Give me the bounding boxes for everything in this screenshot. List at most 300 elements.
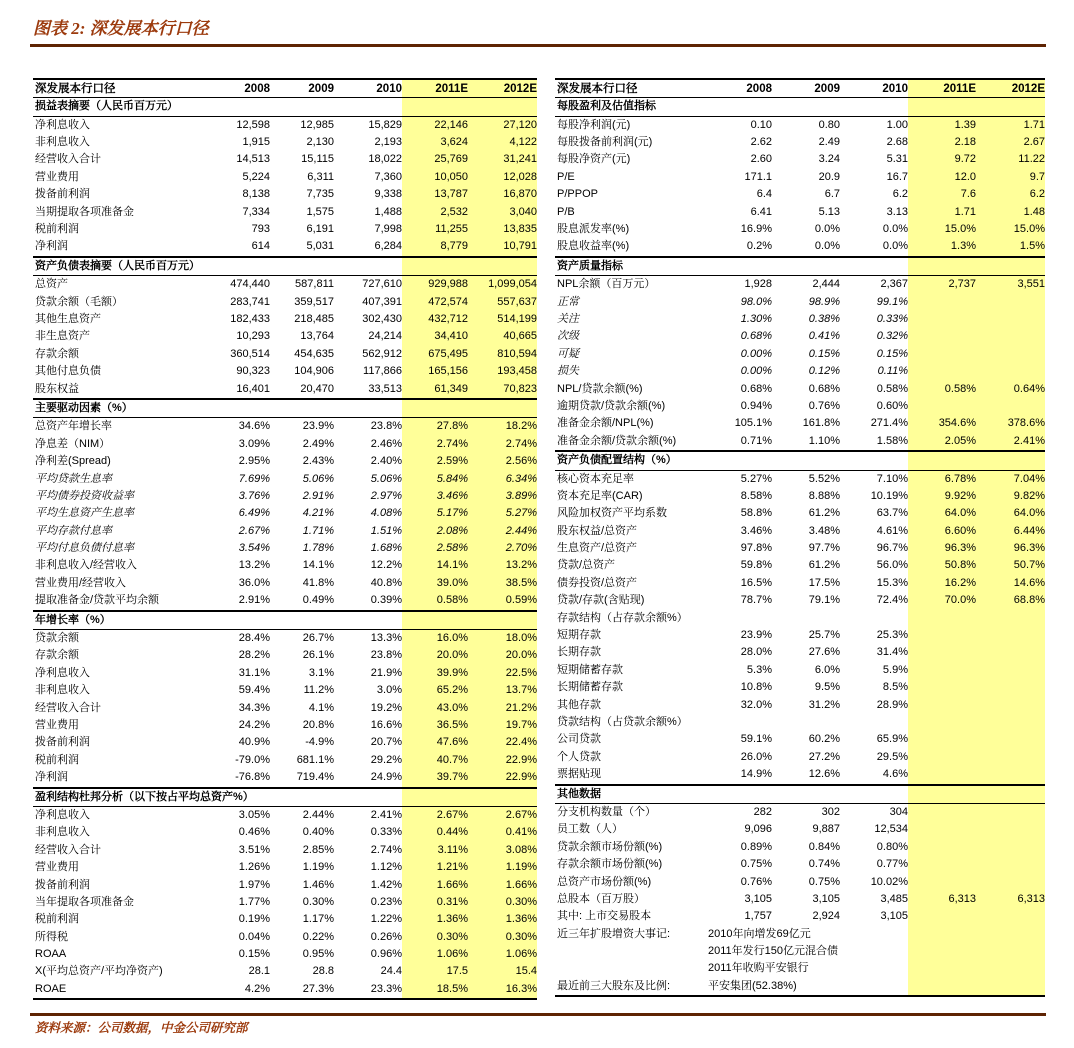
table-row	[33, 505, 537, 522]
row-label: 营业费用	[35, 861, 79, 874]
cell-value: 23.8%	[370, 649, 402, 662]
header-label: 深发展本行口径	[555, 79, 706, 98]
cell-value: 15,829	[368, 118, 402, 131]
cell-value: 16,401	[236, 382, 270, 395]
cell-value: 6,191	[306, 223, 334, 236]
cell-value	[468, 98, 537, 116]
table-row	[33, 877, 537, 894]
cell-value: 15.0%	[908, 221, 976, 238]
table-row	[33, 346, 537, 363]
cell-value: 22.9%	[468, 752, 537, 769]
cell-value	[976, 731, 1045, 748]
cell-value: 0.0%	[882, 240, 908, 253]
cell-value: 5.9%	[882, 663, 908, 676]
table-row	[555, 804, 1045, 822]
row-label: 净息差（NIM）	[35, 437, 111, 450]
cell-value: 2.44%	[468, 523, 537, 540]
cell-value: 12.2%	[370, 559, 402, 572]
header-year: 2008	[706, 79, 772, 98]
table-row	[555, 662, 1045, 679]
cell-value	[468, 611, 537, 630]
row-label: 净利润	[35, 771, 68, 784]
cell-value: 2.95%	[238, 455, 270, 468]
table-row	[555, 523, 1045, 540]
cell-value: 14,513	[236, 153, 270, 166]
cell-value: 6.78%	[908, 470, 976, 488]
row-label: 其他生息资产	[35, 313, 101, 325]
table-row	[33, 946, 537, 963]
row-label: 非利息收入	[35, 826, 90, 839]
table-row	[33, 575, 537, 592]
title-divider-line	[30, 44, 1046, 47]
cell-value: 31.4%	[876, 646, 908, 659]
row-label: 拨备前利润	[35, 188, 90, 201]
cell-value	[908, 610, 976, 627]
cell-value: 0.00%	[740, 365, 772, 378]
cell-value	[976, 311, 1045, 328]
cell-value: 0.49%	[302, 594, 334, 607]
cell-value: 2.74%	[370, 843, 402, 856]
table-row	[555, 294, 1045, 311]
cell-value: 407,391	[362, 295, 402, 308]
cell-value: 96.3%	[976, 540, 1045, 557]
cell-value: 27.8%	[402, 418, 468, 436]
row-label: ROAA	[35, 948, 67, 961]
row-label: 拨备前利润	[35, 878, 90, 891]
row-label: 平均付息负债付息率	[35, 542, 134, 555]
cell-value	[976, 346, 1045, 363]
table-row	[33, 648, 537, 665]
row-label: 公司贷款	[557, 733, 601, 746]
cell-value	[468, 257, 537, 276]
cell-value: 65.2%	[402, 682, 468, 699]
cell-value: 2.60	[750, 153, 772, 166]
cell-value: 6.4	[756, 188, 772, 201]
row-label: 提取准备金/贷款平均余额	[35, 594, 160, 607]
cell-value: 5.06%	[370, 472, 402, 485]
cell-value: 2.49%	[302, 437, 334, 450]
row-label: 当期提取各项准备金	[35, 205, 134, 218]
cell-value	[908, 679, 976, 696]
cell-value: 7,735	[306, 188, 334, 201]
cell-value	[908, 627, 976, 644]
cell-value: 0.11%	[877, 365, 908, 378]
section-header-row	[555, 257, 1045, 276]
row-label: 总资产年增长率	[35, 420, 112, 433]
cell-value: 614	[251, 240, 270, 253]
cell-value: 0.32%	[876, 330, 908, 343]
cell-value	[908, 978, 976, 996]
cell-value: 6.2	[976, 186, 1045, 203]
cell-value: 4.2%	[244, 982, 270, 995]
table-row	[33, 453, 537, 470]
section-header-row	[33, 98, 537, 116]
cell-value: 0.80%	[876, 840, 908, 853]
cell-value: 0.80	[818, 118, 840, 131]
cell-value: 16.2%	[908, 575, 976, 592]
cell-value: 0.76%	[808, 399, 840, 412]
header-year: 2012E	[468, 79, 537, 98]
cell-value: 1.48	[976, 204, 1045, 221]
cell-value	[908, 943, 976, 960]
cell-value: 40.7%	[402, 752, 468, 769]
cell-value: 104,906	[294, 365, 334, 378]
section-label: 每股盈利及估值指标	[555, 98, 908, 116]
row-label: 其他付息负债	[35, 365, 101, 378]
cell-value: 1.68%	[370, 542, 402, 555]
cell-value: 20.0%	[402, 648, 468, 665]
cell-value: 78.7%	[740, 594, 772, 607]
table-row	[33, 471, 537, 488]
row-label: 净利润	[35, 240, 68, 253]
row-label: 近三年扩股增资大事记:	[557, 927, 671, 940]
cell-value: 2.41%	[370, 808, 402, 821]
cell-value: 25.3%	[876, 629, 908, 642]
cell-value: 0.22%	[302, 930, 334, 943]
cell-value: 16.0%	[402, 630, 468, 648]
cell-value: 6.34%	[468, 471, 537, 488]
cell-value: 11.2%	[303, 684, 334, 697]
note-row	[555, 926, 1045, 943]
cell-value: 17.5	[402, 964, 468, 981]
row-label: 非利息收入	[35, 684, 90, 697]
right-table	[555, 78, 1045, 997]
cell-value: 1.39	[908, 116, 976, 134]
cell-value: 15.4	[468, 964, 537, 981]
table-row	[33, 717, 537, 734]
table-row	[33, 311, 537, 328]
section-label: 资产负债配置结构（%）	[555, 451, 908, 470]
note-row	[555, 961, 1045, 978]
cell-value	[976, 627, 1045, 644]
cell-value: 36.5%	[402, 717, 468, 734]
table-row	[555, 328, 1045, 345]
cell-value: 68.8%	[976, 592, 1045, 609]
cell-value: 9,096	[744, 823, 772, 836]
cell-value: 2.59%	[402, 453, 468, 470]
cell-value: 40,665	[468, 328, 537, 345]
cell-value	[402, 98, 468, 116]
header-year: 2011E	[908, 79, 976, 98]
cell-value	[908, 839, 976, 856]
header-year: 2009	[772, 79, 840, 98]
cell-value: 17.5%	[808, 576, 840, 589]
table-row	[33, 523, 537, 540]
cell-value: 0.58%	[402, 592, 468, 610]
table-row	[555, 505, 1045, 522]
subsection-header-row	[555, 610, 1045, 627]
cell-value: 13,835	[468, 221, 537, 238]
cell-value: 1.58%	[876, 434, 908, 447]
cell-value: 0.15%	[808, 347, 840, 360]
row-label: 贷款余额市场份额(%)	[557, 840, 663, 853]
cell-value: 13.2%	[468, 558, 537, 575]
cell-value: 6.7	[824, 188, 840, 201]
cell-value: 14.1%	[402, 558, 468, 575]
header-year: 2008	[202, 79, 270, 98]
cell-value	[908, 785, 976, 804]
table-row	[555, 697, 1045, 714]
cell-value: 22.5%	[468, 665, 537, 682]
cell-value: 7,998	[374, 223, 402, 236]
row-label: 存款余额市场份额(%)	[557, 858, 663, 871]
cell-value: 472,574	[402, 294, 468, 311]
cell-value: 1.36%	[402, 911, 468, 928]
cell-value: 27.2%	[808, 750, 840, 763]
table-row	[33, 134, 537, 151]
cell-value: 40.8%	[370, 576, 402, 589]
table-row	[33, 734, 537, 751]
cell-value: 302	[821, 805, 840, 818]
cell-value	[908, 697, 976, 714]
cell-value: 105.1%	[734, 417, 772, 430]
cell-value: 6,313	[908, 891, 976, 908]
cell-value: 1.17%	[302, 913, 334, 926]
cell-value: 0.0%	[814, 223, 840, 236]
cell-value	[976, 679, 1045, 696]
cell-value: 0.89%	[740, 840, 772, 853]
cell-value: 1.36%	[468, 911, 537, 928]
cell-value: 7.69%	[238, 472, 270, 485]
cell-value: 0.30%	[302, 895, 334, 908]
cell-value: 0.0%	[882, 223, 908, 236]
cell-value: 1.06%	[468, 946, 537, 963]
table-row	[555, 891, 1045, 908]
cell-value: 12,985	[300, 118, 334, 131]
cell-value	[976, 943, 1045, 960]
table-row	[33, 328, 537, 345]
cell-value: 5.13	[818, 205, 840, 218]
cell-value: 4.61%	[876, 524, 908, 537]
cell-value: 2,737	[908, 276, 976, 294]
cell-value: 9.92%	[908, 488, 976, 505]
cell-value: 1.66%	[402, 877, 468, 894]
cell-value: 2.58%	[402, 540, 468, 557]
row-label: 经营收入合计	[35, 843, 101, 856]
cell-value	[976, 610, 1045, 627]
cell-value: 9.72	[908, 152, 976, 169]
table-row	[33, 859, 537, 876]
row-label: 贷款余额	[35, 632, 79, 645]
header-row	[33, 79, 537, 98]
row-label: 每股拨备前利润(元)	[557, 136, 653, 149]
cell-value: 31.2%	[808, 698, 840, 711]
cell-value: 25.7%	[808, 629, 840, 642]
table-row	[555, 415, 1045, 432]
subsection-label: 存款结构（占存款余额%）	[557, 611, 688, 624]
cell-value: 7.6	[908, 186, 976, 203]
cell-value: 6.49%	[238, 507, 270, 520]
cell-value: 2.74%	[468, 436, 537, 453]
cell-value	[976, 839, 1045, 856]
cell-value: 97.7%	[808, 542, 840, 555]
cell-value: 36.0%	[238, 576, 270, 589]
cell-value: 28.0%	[740, 646, 772, 659]
section-header-row	[33, 257, 537, 276]
cell-value: 13.2%	[238, 559, 270, 572]
cell-value	[976, 398, 1045, 415]
cell-value: 2.44%	[302, 808, 334, 821]
cell-value: 20,470	[300, 382, 334, 395]
cell-value: 0.84%	[808, 840, 840, 853]
table-row	[33, 807, 537, 825]
cell-value	[402, 611, 468, 630]
cell-value: 117,866	[363, 365, 402, 378]
header-year: 2010	[840, 79, 908, 98]
cell-value: 22,146	[402, 116, 468, 134]
cell-value: 43.0%	[402, 700, 468, 717]
cell-value	[908, 961, 976, 978]
table-row	[555, 239, 1045, 257]
cell-value: 11,255	[402, 221, 468, 238]
cell-value: 0.31%	[402, 894, 468, 911]
cell-value: 3.48%	[808, 524, 840, 537]
cell-value: 31,241	[468, 152, 537, 169]
cell-value	[908, 398, 976, 415]
row-label: 其他存款	[557, 698, 601, 711]
table-row	[555, 540, 1045, 557]
cell-value: 0.68%	[740, 382, 772, 395]
cell-value: 20.0%	[468, 648, 537, 665]
cell-value: 8,138	[242, 188, 270, 201]
cell-value: 63.7%	[876, 507, 908, 520]
cell-value: 3.76%	[238, 489, 270, 502]
cell-value: 6,313	[976, 891, 1045, 908]
cell-value: 3,485	[880, 892, 908, 905]
cell-value	[976, 328, 1045, 345]
cell-value: 24.9%	[370, 771, 402, 784]
cell-value: 27,120	[468, 116, 537, 134]
cell-value: 15.3%	[876, 576, 908, 589]
cell-value: 1,928	[744, 278, 772, 291]
cell-value: 59.8%	[740, 559, 772, 572]
table-row	[33, 204, 537, 221]
cell-value	[908, 451, 976, 470]
header-row	[555, 79, 1045, 98]
table-row	[555, 186, 1045, 203]
cell-value: 302,430	[362, 313, 402, 325]
row-label: 逾期贷款/贷款余额(%)	[557, 399, 666, 412]
cell-value	[908, 346, 976, 363]
cell-value: 0.33%	[370, 826, 402, 839]
table-row	[555, 381, 1045, 398]
cell-value: 1.30%	[740, 313, 772, 325]
cell-value: 1.21%	[402, 859, 468, 876]
table-row	[33, 752, 537, 769]
cell-value: 98.0%	[740, 295, 772, 308]
table-row	[555, 116, 1045, 134]
cell-value: 3,040	[468, 204, 537, 221]
cell-value: 1.22%	[370, 913, 402, 926]
cell-value	[402, 399, 468, 418]
table-row	[555, 152, 1045, 169]
cell-value: 2,924	[812, 910, 840, 923]
table-row	[33, 436, 537, 453]
cell-value: 2.67	[976, 134, 1045, 151]
cell-value	[976, 697, 1045, 714]
row-label: 总资产市场份额(%)	[557, 875, 652, 888]
row-label: 每股净利润(元)	[557, 118, 631, 131]
cell-value: 2,532	[402, 204, 468, 221]
cell-value	[976, 363, 1045, 380]
cell-value: 8.58%	[740, 489, 772, 502]
cell-value: 56.0%	[876, 559, 908, 572]
cell-value: 39.9%	[402, 665, 468, 682]
cell-value: 38.5%	[468, 575, 537, 592]
cell-value	[976, 714, 1045, 731]
cell-value: 9.5%	[814, 681, 840, 694]
cell-value: 22.4%	[468, 734, 537, 751]
table-row	[555, 749, 1045, 766]
table-row	[33, 911, 537, 928]
cell-value: 2.70%	[468, 540, 537, 557]
cell-value: 9.7	[976, 169, 1045, 186]
cell-value: 0.76%	[740, 875, 772, 888]
cell-value: 727,610	[362, 278, 402, 291]
cell-value: 99.1%	[876, 295, 908, 308]
cell-value: 13.7%	[468, 682, 537, 699]
cell-value: 2.46%	[370, 437, 402, 450]
cell-value: 2.41%	[976, 433, 1045, 451]
cell-value: 2.18	[908, 134, 976, 151]
cell-value: 2.62	[750, 136, 772, 149]
figure-title: 图表 2: 深发展本行口径	[33, 19, 209, 38]
cell-value: 24.4	[380, 965, 402, 978]
cell-value: 58.8%	[740, 507, 772, 520]
cell-value: 23.8%	[370, 420, 402, 433]
cell-value	[908, 328, 976, 345]
cell-value	[908, 662, 976, 679]
cell-value: 10.19%	[870, 489, 908, 502]
cell-value: 0.15%	[238, 948, 270, 961]
note-text: 2010年向增发69亿元	[708, 927, 811, 940]
row-label: 长期储蓄存款	[557, 681, 623, 694]
cell-value: 1.26%	[238, 861, 270, 874]
cell-value: 5.27%	[740, 472, 772, 485]
cell-value: 2.91%	[238, 594, 270, 607]
cell-value: 10,293	[236, 330, 270, 343]
cell-value: 165,156	[402, 363, 468, 380]
row-label	[555, 961, 706, 978]
cell-value: 0.75%	[740, 858, 772, 871]
cell-value: 12.0	[908, 169, 976, 186]
table-row	[555, 311, 1045, 328]
cell-value: 0.00%	[740, 347, 772, 360]
cell-value: 16.3%	[468, 981, 537, 999]
cell-value: 3.0%	[376, 684, 402, 697]
row-label: 存款余额	[35, 347, 79, 360]
cell-value: 0.46%	[238, 826, 270, 839]
cell-value: 0.40%	[302, 826, 334, 839]
cell-value: 2.40%	[370, 455, 402, 468]
cell-value: 29.5%	[876, 750, 908, 763]
cell-value	[908, 856, 976, 873]
cell-value: 27.3%	[302, 982, 334, 995]
cell-value: 562,912	[362, 347, 402, 360]
cell-value	[976, 804, 1045, 822]
source-note: 资料来源：公司数据，中金公司研究部	[35, 1021, 248, 1035]
cell-value: 0.19%	[238, 913, 270, 926]
cell-value	[976, 645, 1045, 662]
section-label: 资产质量指标	[555, 257, 908, 276]
cell-value: 3.51%	[238, 843, 270, 856]
cell-value	[908, 874, 976, 891]
table-row	[555, 821, 1045, 838]
cell-value: 22.9%	[468, 769, 537, 787]
header-label: 深发展本行口径	[33, 79, 202, 98]
table-row	[555, 627, 1045, 644]
cell-value: 0.38%	[808, 313, 840, 325]
